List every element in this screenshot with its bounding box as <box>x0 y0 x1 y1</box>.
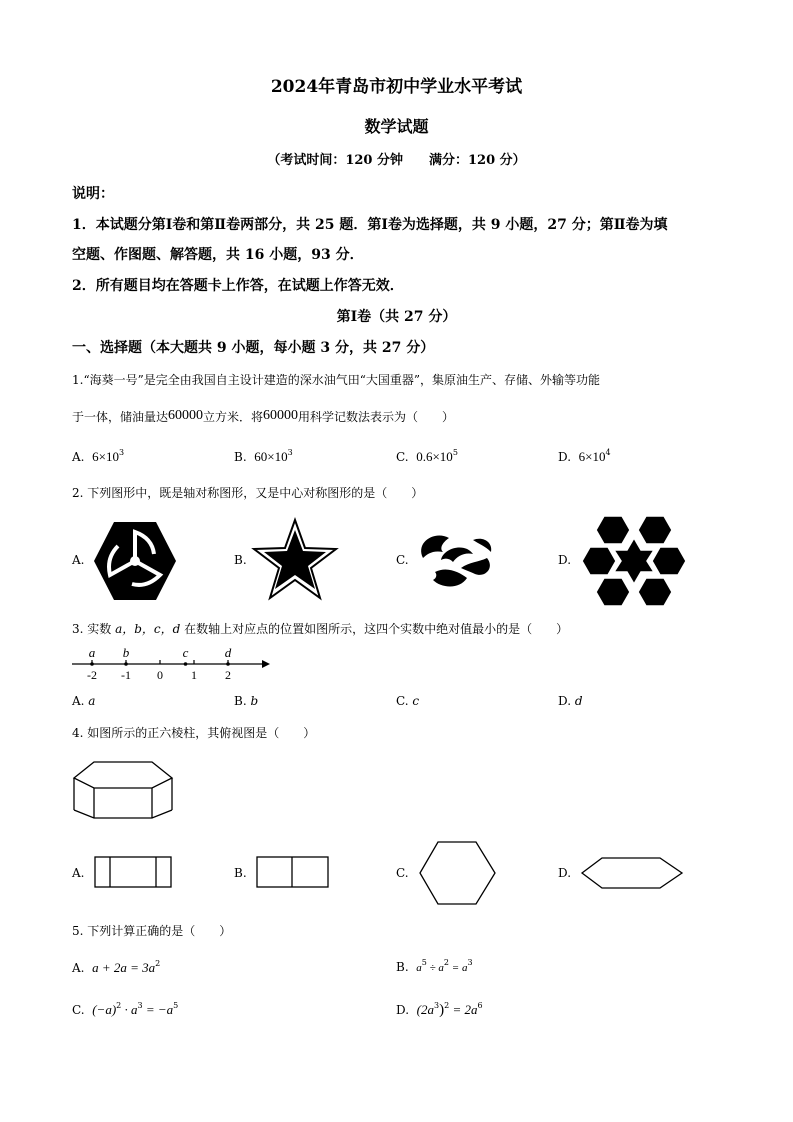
number-line-tick-label: 0 <box>157 668 163 682</box>
q1-line1: 1.“海葵一号”是完全由我国自主设计建造的深水油气田“大国重器”，集原油生产、存储、外输等功能 <box>72 373 600 387</box>
number-line-tick-label: 1 <box>191 668 197 682</box>
q1-option-c[interactable]: C. $0.6\times 10^5$ <box>396 448 458 464</box>
star-icon <box>252 518 338 600</box>
q5-option-a[interactable]: A. $a + 2a = 3a^2$ <box>72 959 161 975</box>
q3-option-a[interactable]: A. a <box>72 694 96 708</box>
number-line-point-label: d <box>224 645 232 660</box>
number-line <box>66 640 276 690</box>
number-line-point <box>184 662 188 666</box>
q5-option-c[interactable]: C. $(-a)^2 \cdot a^3 = -a^5$ <box>72 1001 179 1017</box>
q4-text: 4. 如图所示的正六棱柱，其俯视图是（ ） <box>72 726 316 740</box>
q3-text: 3. 实数 a，b，c，d 在数轴上对应点的位置如图所示，这四个实数中绝对值最小的是（ ） <box>72 622 569 636</box>
q3-option-d[interactable]: D. d <box>558 694 583 708</box>
instruction-1-line1: 1．本试题分第Ⅰ卷和第Ⅱ卷两部分，共 25 题．第Ⅰ卷为选择题，共 9 小题，27 分；第Ⅱ卷为填 <box>72 217 668 233</box>
swirl-cloud-icon <box>413 528 497 592</box>
number-line-tick-label: -2 <box>87 668 97 682</box>
hexagon-star-cluster-icon <box>580 514 688 608</box>
top-view-option-b <box>256 856 330 890</box>
instruction-2: 2．所有题目均在答题卡上作答，在试题上作答无效． <box>72 278 404 294</box>
q5-option-b[interactable]: B. $a^5 \div a^2 = a^3$ <box>396 958 473 974</box>
q3-option-c[interactable]: C. c <box>396 694 420 708</box>
number-line-point <box>226 662 230 666</box>
q4-label-d[interactable]: D. <box>558 866 572 880</box>
exam-info: （考试时间：120 分钟 满分：120 分） <box>267 153 526 168</box>
q5-option-d[interactable]: D. $(2a^3)^2 = 2a^6$ <box>396 1001 483 1018</box>
q4-label-c[interactable]: C. <box>396 866 409 880</box>
q2-label-a[interactable]: A. <box>72 553 85 567</box>
section1-title: 一、选择题（本大题共 9 小题，每小题 3 分，共 27 分） <box>72 340 435 356</box>
q1-option-b[interactable]: B. $60\times 10^3$ <box>234 448 293 464</box>
q5-text: 5. 下列计算正确的是（ ） <box>72 924 232 938</box>
q2-label-c[interactable]: C. <box>396 553 409 567</box>
number-line-tick-label: 2 <box>225 668 231 682</box>
number-line-tick-label: -1 <box>121 668 131 682</box>
number-line-point-label: b <box>122 645 130 660</box>
q2-label-d[interactable]: D. <box>558 553 572 567</box>
number-line-point-label: c <box>182 645 189 660</box>
pinwheel-hexagon-icon <box>92 518 178 604</box>
q2-text: 2. 下列图形中，既是轴对称图形，又是中心对称图形的是（ ） <box>72 486 424 500</box>
number-line-arrow <box>262 660 270 668</box>
q4-label-a[interactable]: A. <box>72 866 85 880</box>
instructions-heading: 说明： <box>72 186 114 202</box>
number-line-point-label: a <box>88 645 96 660</box>
page-subtitle: 数学试题 <box>364 117 429 136</box>
number-line-point <box>124 662 128 666</box>
q4-label-b[interactable]: B. <box>234 866 247 880</box>
flat-hexagon-icon <box>580 856 684 890</box>
part1-title: 第Ⅰ卷（共 27 分） <box>336 309 457 325</box>
q1-line2: 于一体，储油量达60000立方米．将60000用科学记数法表示为（ ） <box>72 408 455 424</box>
number-line-point <box>90 662 94 666</box>
top-view-option-a <box>94 856 174 890</box>
page-title: 2024年青岛市初中学业水平考试 <box>270 77 523 97</box>
instruction-1-line2: 空题、作图题、解答题，共 16 小题，93 分． <box>72 247 364 263</box>
q1-option-a[interactable]: A. $6\times 10^3$ <box>72 448 125 464</box>
hexagon-icon <box>418 840 498 906</box>
hexagonal-prism-figure <box>72 760 174 822</box>
q3-option-b[interactable]: B. b <box>234 694 259 708</box>
q2-label-b[interactable]: B. <box>234 553 247 567</box>
q1-option-d[interactable]: D. $6\times 10^4$ <box>558 448 611 464</box>
